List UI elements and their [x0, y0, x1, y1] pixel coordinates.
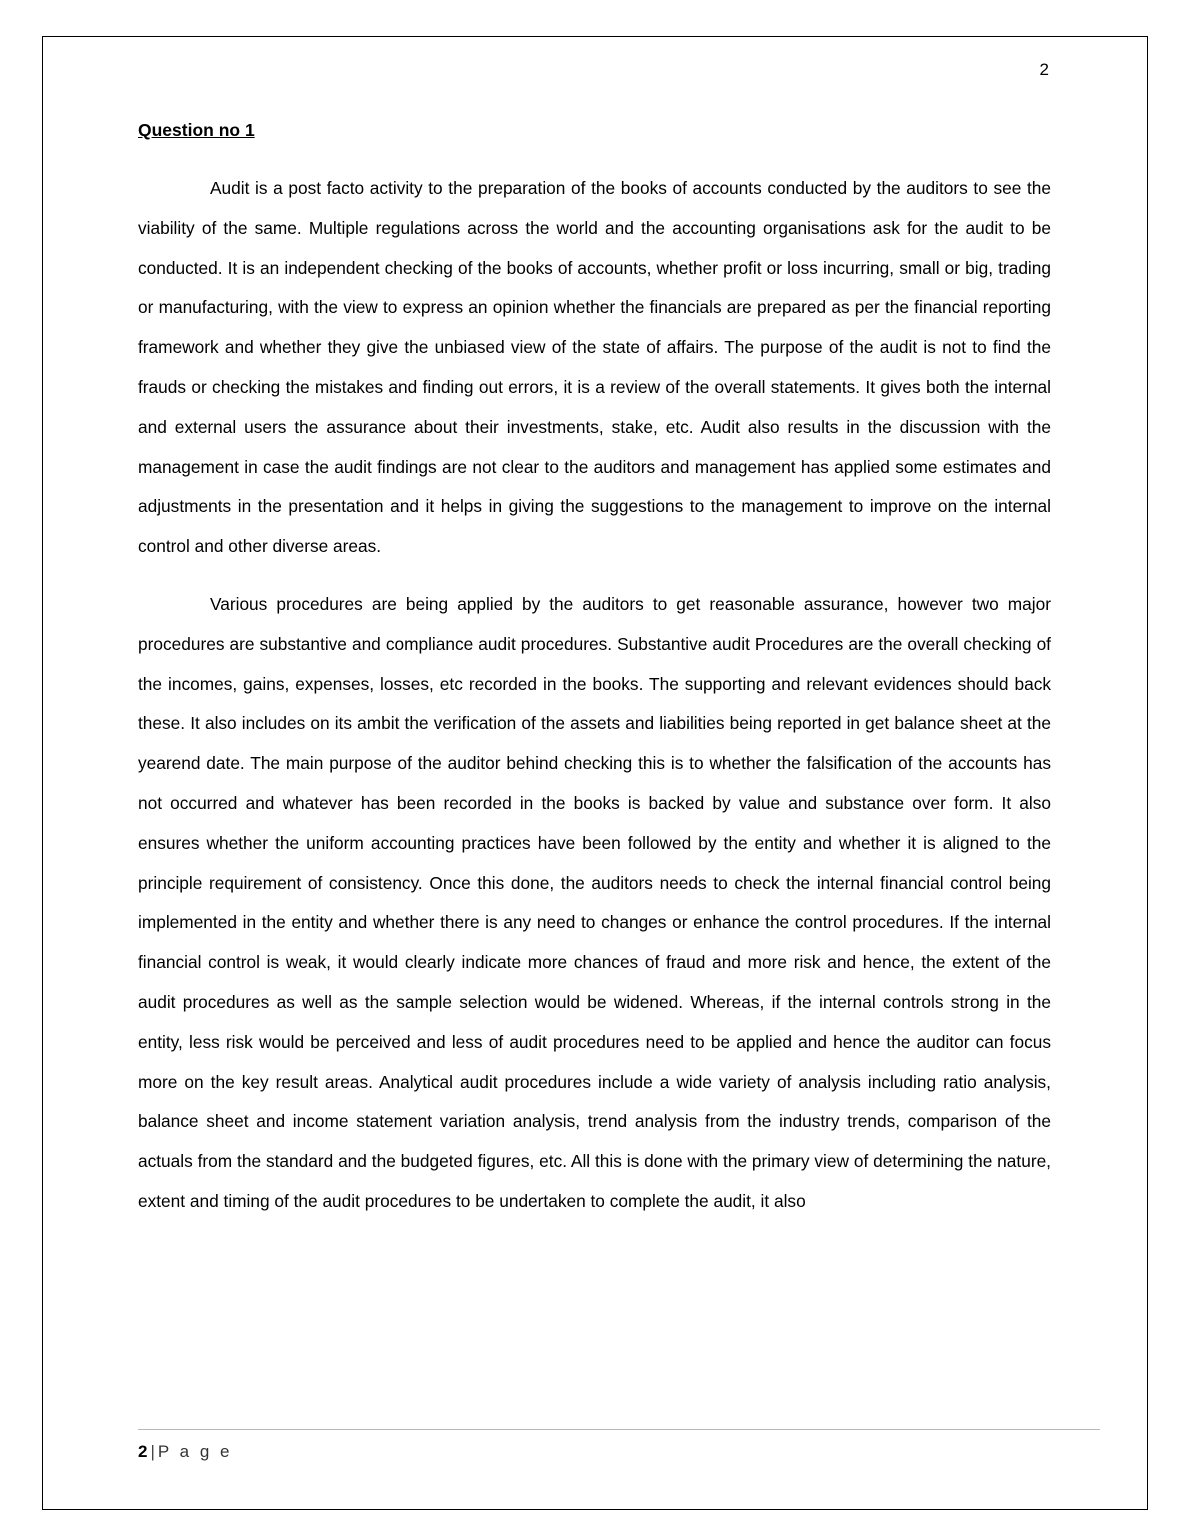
footer-separator: |	[150, 1442, 155, 1461]
question-heading: Question no 1	[138, 120, 255, 140]
footer-page-label: P a g e	[157, 1442, 233, 1461]
page-footer	[138, 1429, 1100, 1462]
paragraph-2: Various procedures are being applied by the auditors to get reasonable assurance, however two major procedures are substantive and compliance audit procedures. Substantive audit Procedures are the overall checking of the incomes, gains, expenses, losses, etc recorded in the books. The supporting and relevant evidences should back these. It also includes on its ambit the verification of the assets and liabilities being reported in get balance sheet at the yearend date. The main purpose of the auditor behind checking this is to whether the falsification of the accounts has not occurred and whatever has been recorded in the books is backed by value and substance over form. It also ensures whether the uniform accounting practices have been followed by the entity and whether it is aligned to the principle requirement of consistency. Once this done, the auditors needs to check the internal financial control being implemented in the entity and whether there is any need to changes or enhance the control procedures. If the internal financial control is weak, it would clearly indicate more chances of fraud and more risk and hence, the extent of the audit procedures as well as the sample selection would be widened. Whereas, if the internal controls strong in the entity, less risk would be perceived and less of audit procedures need to be applied and hence the auditor can focus more on the key result areas. Analytical audit procedures include a wide variety of analysis including ratio analysis, balance sheet and income statement variation analysis, trend analysis from the industry trends, comparison of the actuals from the standard and the budgeted figures, etc. All this is done with the primary view of determining the nature, extent and timing of the audit procedures to be undertaken to complete the audit, it also	[138, 593, 1051, 1211]
paragraph-1: Audit is a post facto activity to the preparation of the books of accounts conducted by the auditors to see the viability of the same. Multiple regulations across the world and the accounting organisations ask for the audit to be conducted. It is an independent checking of the books of accounts, whether profit or loss incurring, small or big, trading or manufacturing, with the view to express an opinion whether the financials are prepared as per the financial reporting framework and whether they give the unbiased view of the state of affairs. The purpose of the audit is not to find the frauds or checking the mistakes and finding out errors, it is a review of the overall statements. It gives both the internal and external users the assurance about their investments, stake, etc. Audit also results in the discussion with the management in case the audit findings are not clear to the auditors and management has applied some estimates and adjustments in the presentation and it helps in giving the suggestions to the management to improve on the internal control and other diverse areas.	[138, 178, 1051, 557]
footer-text	[138, 1442, 1100, 1462]
footer-page-number: 2	[138, 1442, 148, 1461]
page-number-header: 2	[1039, 60, 1049, 79]
page-content	[138, 60, 1051, 1240]
footer-divider	[138, 1429, 1100, 1430]
